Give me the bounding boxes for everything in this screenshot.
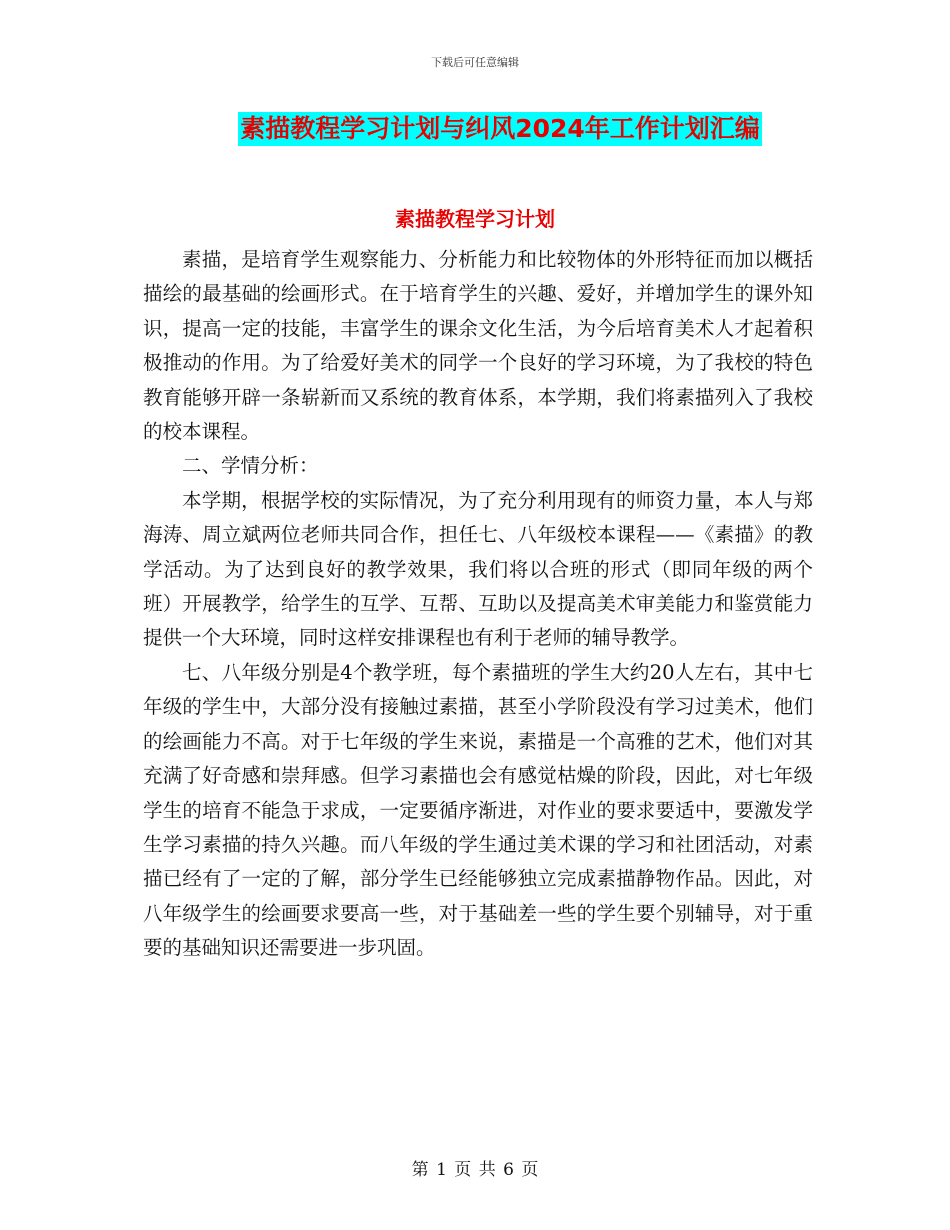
section-title: 素描教程学习计划 bbox=[395, 207, 555, 231]
paragraph: 七、八年级分别是4个教学班，每个素描班的学生大约20人左右，其中七年级的学生中，大部分没有接触过素描，甚至小学阶段没有学习过美术，他们的绘画能力不高。对于七年级的学生来说，素描是一个高雅的艺术，他们对其充满了好奇感和崇拜感。但学习素描也会有感觉枯燥的阶段，因此，对七年级学生的培育不能急于求成，一定要循序渐进，对作业的要求要适中，要激发学生学习素描的持久兴趣。而八年级的学生通过美术课的学习和社团活动，对素描已经有了一定的了解，部分学生已经能够独立完成素描静物作品。因此，对八年级学生的绘画要求要高一些，对于基础差一些的学生要个别辅导，对于重要的基础知识还需要进一步巩固。 bbox=[143, 660, 813, 960]
document-body bbox=[143, 243, 813, 966]
main-title: 素描教程学习计划与纠风2024年工作计划汇编 bbox=[238, 112, 762, 146]
page-number: 第 1 页 共 6 页 bbox=[411, 1160, 539, 1180]
paragraph: 本学期，根据学校的实际情况，为了充分利用现有的师资力量，本人与郑海涛、周立斌两位老师共同合作，担任七、八年级校本课程——《素描》的教学活动。为了达到良好的教学效果，我们将以合班的形式（即同年级的两个班）开展教学，给学生的互学、互帮、互助以及提高美术审美能力和鉴赏能力提供一个大环境，同时这样安排课程也有利于老师的辅导教学。 bbox=[143, 488, 813, 650]
paragraph: 素描，是培育学生观察能力、分析能力和比较物体的外形特征而加以概括描绘的最基础的绘画形式。在于培育学生的兴趣、爱好，并增加学生的课外知识，提高一定的技能，丰富学生的课余文化生活，为今后培育美术人才起着积极推动的作用。为了给爱好美术的同学一个良好的学习环境，为了我校的特色教育能够开辟一条崭新而又系统的教育体系，本学期，我们将素描列入了我校的校本课程。 bbox=[143, 248, 813, 444]
main-title-container bbox=[0, 112, 950, 146]
page-header-note: 下载后可任意编辑 bbox=[431, 56, 519, 69]
paragraph-heading: 二、学情分析： bbox=[182, 454, 319, 478]
